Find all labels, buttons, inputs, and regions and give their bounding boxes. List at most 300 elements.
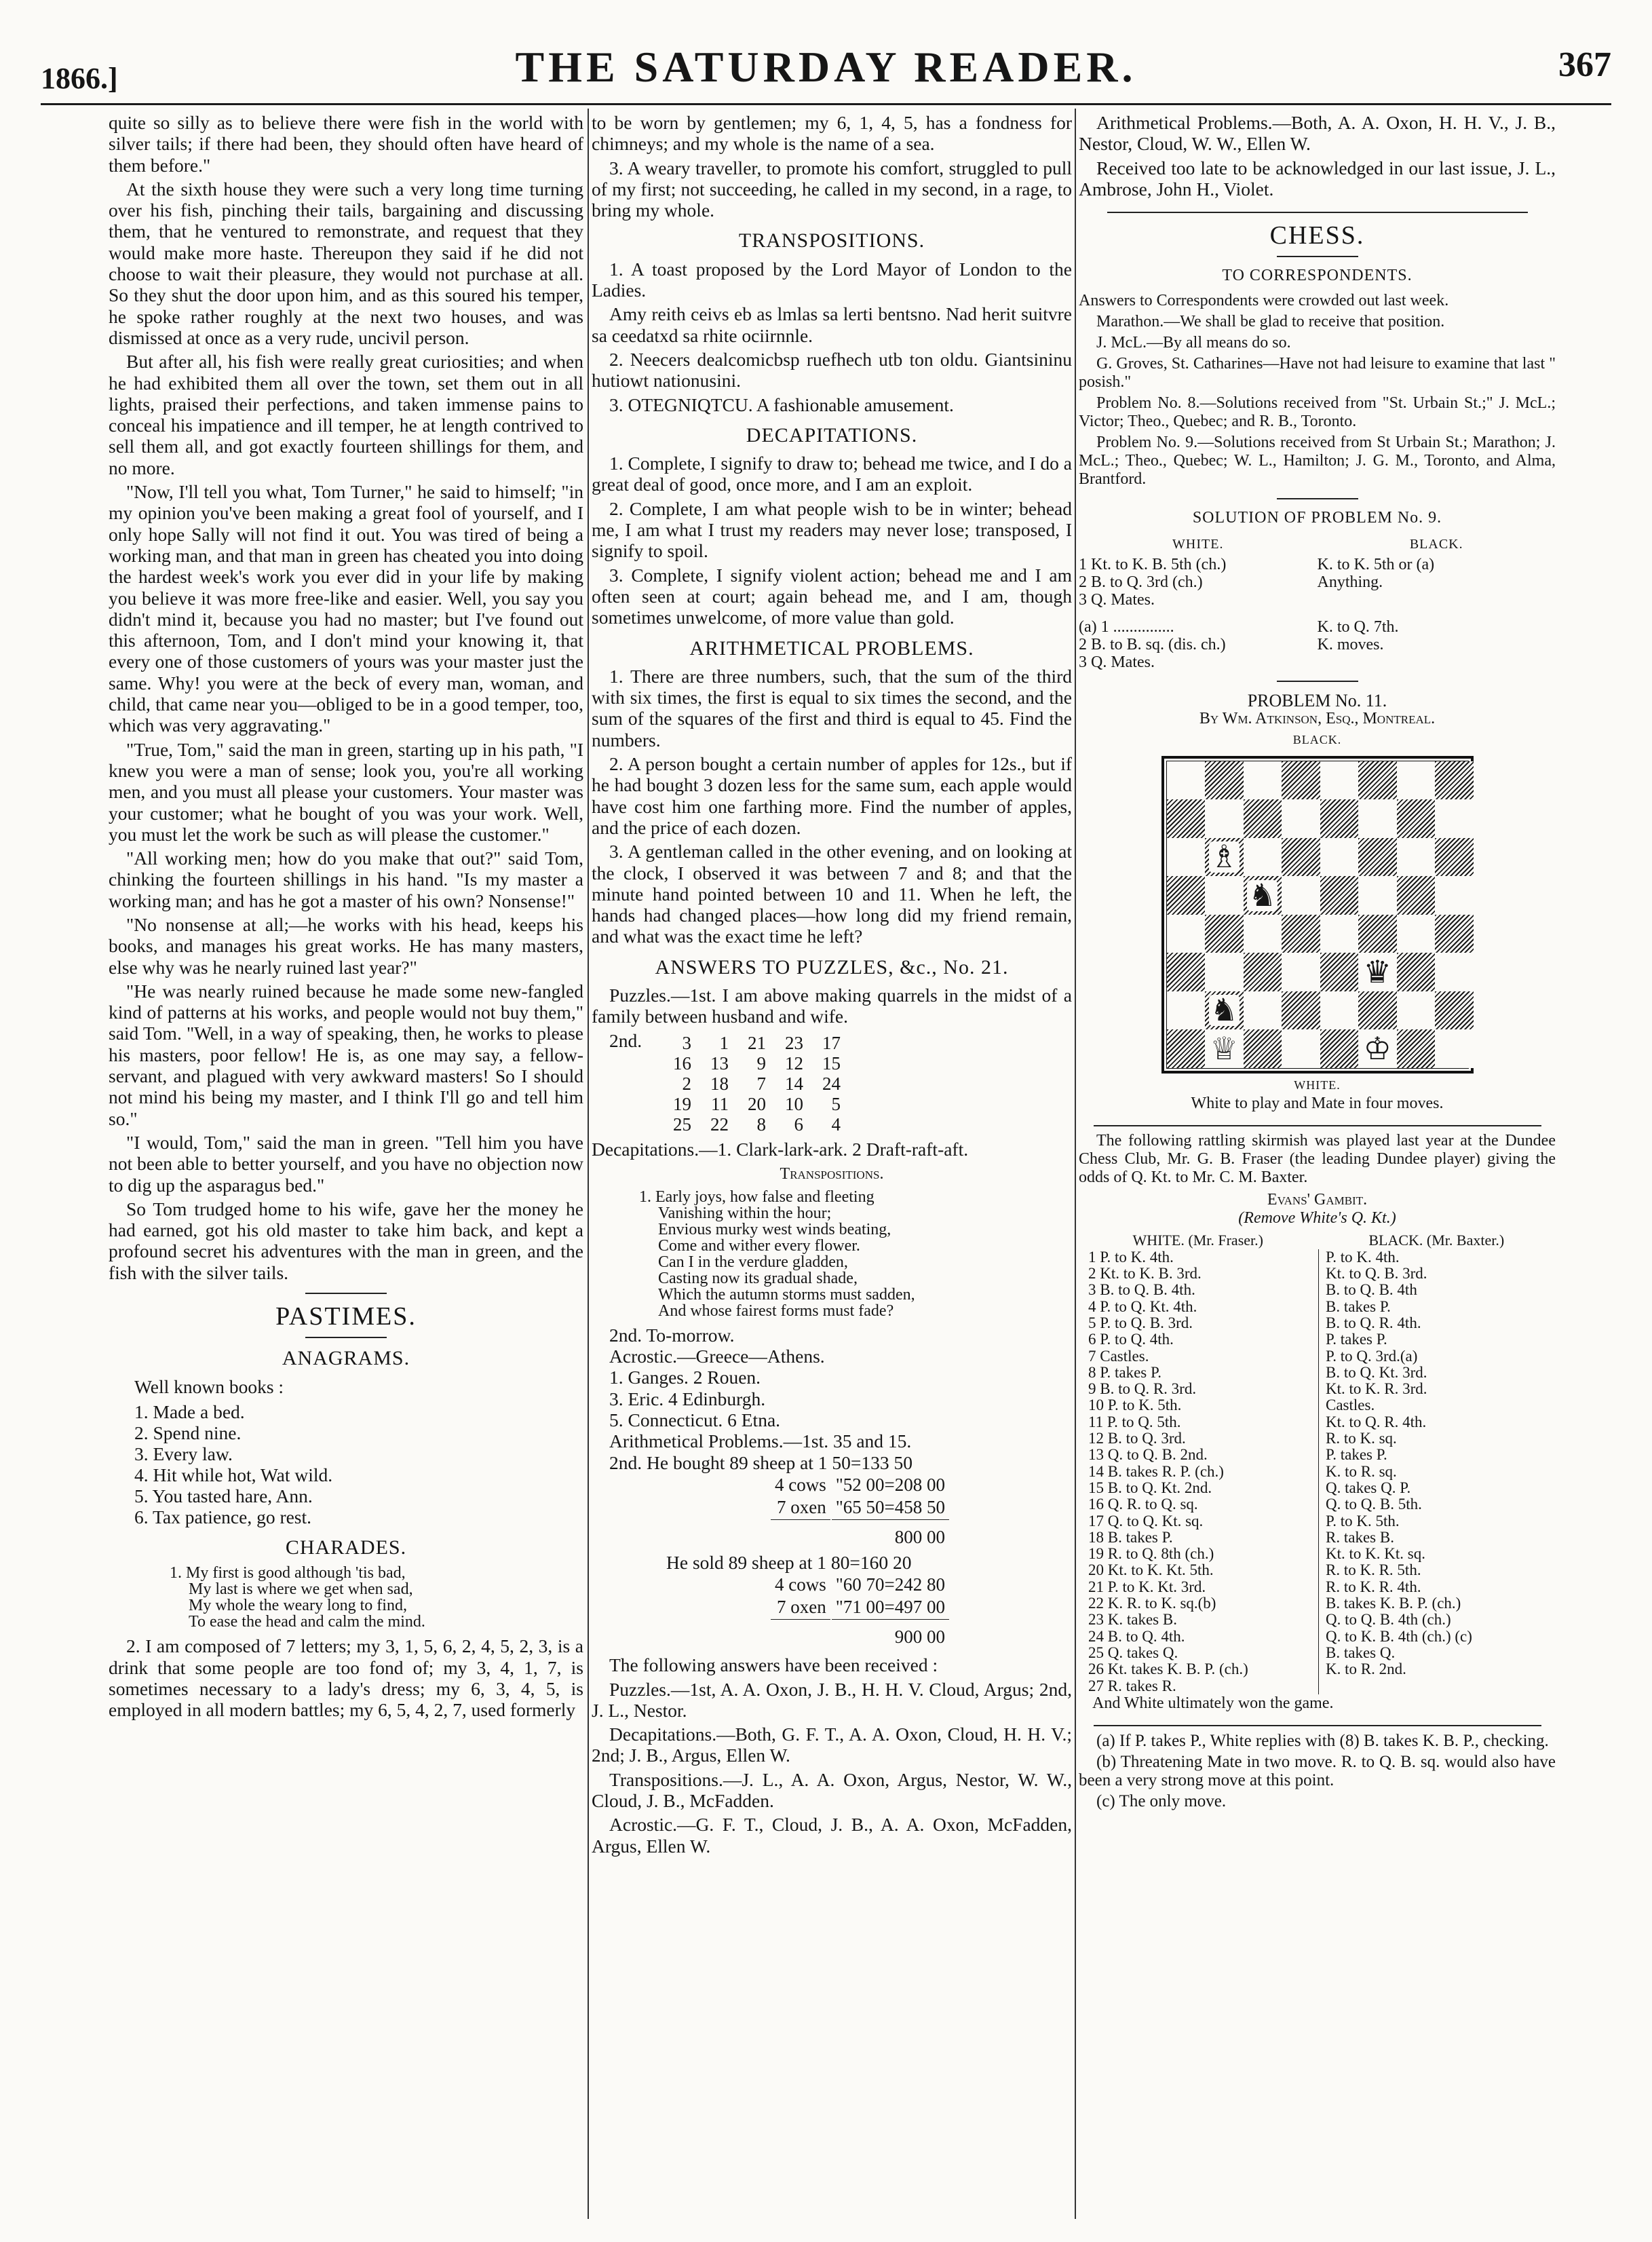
answer-line: 5. Connecticut. 6 Etna. bbox=[609, 1409, 781, 1431]
board-square bbox=[1167, 761, 1206, 800]
gambit-title: Evans' Gambit. bbox=[1267, 1190, 1368, 1209]
board-square bbox=[1282, 991, 1320, 1030]
board-square bbox=[1244, 838, 1282, 877]
story-paragraph: "He was nearly ruined because he made some new-fangled kind of patterns at his works, and people would not buy them," said Tom. "Well, in a way of speaking, then, he works to please his masters, poor fellow! He is, as one may say, a fellow-servant, and plagued with very awkward masters! So I should not mind his being my master, and I think I'll go and tell him so." bbox=[109, 980, 583, 1129]
anagram-item: 1. Made a bed. bbox=[134, 1401, 245, 1422]
column-rule bbox=[1075, 109, 1076, 2219]
story-paragraph: But after all, his fish were really great curiosities; and when he had exhibited them all over the town, set them out in all lights, praised their perfections, and taken immense pains to conceal his impatience and ill temper, he at length contrived to sell them all, and got exactly fourteen shillings for them, and no more. bbox=[109, 351, 583, 478]
board-square bbox=[1205, 799, 1244, 838]
board-square bbox=[1358, 876, 1397, 915]
board-square bbox=[1358, 991, 1397, 1030]
anagram-item: 2. Spend nine. bbox=[134, 1422, 242, 1443]
white-move: 3 Q. Mates. bbox=[1079, 653, 1155, 671]
white-move: 26 Kt. takes K. B. P. (ch.) bbox=[1079, 1661, 1319, 1677]
black-move: R. to K. R. 5th. bbox=[1326, 1561, 1421, 1579]
black-label: BLACK. bbox=[1409, 537, 1463, 552]
transpositions-heading: TRANSPOSITIONS. bbox=[738, 229, 925, 252]
section-rule bbox=[305, 1337, 387, 1338]
late-notice: Received too late to be acknowledged in our last issue, J. L., Ambrose, John H., Violet. bbox=[1079, 157, 1556, 200]
board-square bbox=[1167, 953, 1206, 991]
grid-cell: 19 bbox=[673, 1093, 691, 1114]
grid-cell: 24 bbox=[822, 1073, 841, 1094]
board-caption: White to play and Mate in four moves. bbox=[1191, 1094, 1444, 1112]
black-queen-icon: ♛ bbox=[1363, 954, 1391, 989]
grid-cell: 14 bbox=[785, 1073, 803, 1094]
verse-line: Casting now its gradual shade, bbox=[658, 1269, 858, 1287]
answer-decapitations: Decapitations.—1. Clark-lark-ark. 2 Draft-raft-aft. bbox=[592, 1138, 969, 1160]
black-move: P. takes P. bbox=[1326, 1446, 1387, 1464]
verse-line: My whole the weary long to find, bbox=[189, 1597, 407, 1615]
arithmetical-heading: ARITHMETICAL PROBLEMS. bbox=[689, 636, 974, 660]
accounts-line: He sold 89 sheep at 1 80=160 20 bbox=[666, 1551, 912, 1573]
board-square bbox=[1282, 876, 1320, 915]
chess-diagram bbox=[1161, 756, 1474, 1074]
white-move: 10 P. to K. 5th. bbox=[1079, 1397, 1319, 1413]
white-move: (a) 1 ............... bbox=[1079, 618, 1174, 636]
gambit-remove-note: (Remove White's Q. Kt.) bbox=[1238, 1209, 1396, 1227]
board-square bbox=[1397, 991, 1436, 1030]
white-move: 9 B. to Q. R. 3rd. bbox=[1079, 1381, 1319, 1397]
accounts-label: 7 oxen bbox=[777, 1496, 826, 1517]
decapitation-item: 1. Complete, I signify to draw to; behead me twice, and I do a great deal of good, once more, and I am an exploit. bbox=[592, 453, 1072, 495]
grid-cell: 8 bbox=[756, 1114, 766, 1135]
board-square bbox=[1435, 876, 1474, 915]
verse-line: 1. My first is good although 'tis bad, bbox=[170, 1564, 406, 1582]
white-player-label: WHITE. (Mr. Fraser.) bbox=[1132, 1231, 1263, 1249]
accounts-value: "52 00=208 00 bbox=[835, 1474, 945, 1495]
section-rule bbox=[305, 1293, 387, 1294]
anagram-list bbox=[134, 1401, 583, 1527]
correspondents-heading: TO CORRESPONDENTS. bbox=[1222, 267, 1413, 285]
move-row bbox=[1079, 1282, 1556, 1298]
black-move: R. to K. sq. bbox=[1326, 1430, 1397, 1447]
section-rule bbox=[1094, 1725, 1541, 1726]
accounts-total: 800 00 bbox=[832, 1519, 949, 1548]
black-move: P. to K. 4th. bbox=[1326, 1248, 1400, 1266]
game-notes bbox=[1079, 1732, 1556, 1810]
board-square bbox=[1282, 838, 1320, 877]
answer-line: 2nd. To-morrow. bbox=[609, 1324, 735, 1346]
board-square bbox=[1205, 1029, 1244, 1068]
white-move: 19 R. to Q. 8th (ch.) bbox=[1079, 1546, 1319, 1562]
white-move: 2 Kt. to K. B. 3rd. bbox=[1079, 1266, 1319, 1282]
received-intro: The following answers have been received : bbox=[609, 1654, 938, 1676]
black-move: Kt. to Q. R. 4th. bbox=[1326, 1413, 1427, 1430]
black-move: Q. to K. B. 4th (ch.) (c) bbox=[1326, 1627, 1472, 1645]
board-square bbox=[1435, 1029, 1474, 1068]
accounts-total: 900 00 bbox=[832, 1619, 949, 1648]
move-row bbox=[1079, 1331, 1556, 1348]
board-square bbox=[1244, 876, 1282, 915]
move-row bbox=[1079, 1645, 1556, 1661]
correspondent-note: Problem No. 9.—Solutions received from St Urbain St.; Marathon; J. McL.; Theo., Quebec; W. L., Hamilton; J. G. M., Toronto, and Alma, Brantford. bbox=[1079, 434, 1556, 489]
board-square bbox=[1205, 876, 1244, 915]
grid-cell: 16 bbox=[673, 1052, 691, 1074]
answer-line: Acrostic.—Greece—Athens. bbox=[609, 1346, 825, 1367]
white-move: 14 B. takes R. P. (ch.) bbox=[1079, 1464, 1319, 1480]
board-square bbox=[1435, 761, 1474, 800]
charade-paragraph: 2. I am composed of 7 letters; my 3, 1, 5, 6, 2, 4, 5, 2, 3, is a drink that some people are too fond of; my 3, 4, 1, 7, is sometimes necessary to a lady's dress; my 6, 3, 4, 5, is employed in all modern battles; my 6, 5, 4, 2, 7, used formerly bbox=[109, 1635, 583, 1721]
white-label: WHITE. bbox=[1172, 537, 1224, 552]
white-move: 8 P. takes P. bbox=[1079, 1365, 1319, 1381]
section-rule bbox=[1277, 498, 1358, 499]
board-square bbox=[1397, 838, 1436, 877]
story-paragraph: "True, Tom," said the man in green, starting up in his path, "I knew you were a man of sense; look you, you're all working men, and you must all please your customers. Your master was your customer; what he bought of you was your work. Well, you must let the work be such as will please the customer." bbox=[109, 738, 583, 845]
section-rule bbox=[1107, 212, 1528, 213]
board-square bbox=[1358, 953, 1397, 991]
verse-line: My last is where we get when sad, bbox=[189, 1580, 413, 1599]
section-rule bbox=[1277, 256, 1358, 257]
black-move: B. to Q. R. 4th. bbox=[1326, 1314, 1421, 1331]
board-square bbox=[1282, 1029, 1320, 1068]
grid-cell: 9 bbox=[756, 1052, 766, 1074]
answer-line: 1. Ganges. 2 Rouen. bbox=[609, 1367, 761, 1388]
game-note: (c) The only move. bbox=[1096, 1791, 1227, 1810]
accounts-label: 4 cows bbox=[775, 1574, 826, 1595]
correspondent-note: Problem No. 8.—Solutions received from "St. Urbain St.;" J. McL.; Victor; Theo., Quebec; and R. B., Toronto. bbox=[1079, 394, 1556, 431]
grid-cell: 7 bbox=[756, 1073, 766, 1094]
grid-cell: 13 bbox=[710, 1052, 729, 1074]
board-square bbox=[1244, 915, 1282, 953]
board-square bbox=[1205, 915, 1244, 953]
correspondent-note: Marathon.—We shall be glad to receive that position. bbox=[1096, 313, 1445, 331]
board-white-label: WHITE. bbox=[1294, 1078, 1341, 1092]
black-move: K. to K. 5th or (a) bbox=[1317, 555, 1435, 573]
white-move: 17 Q. to Q. Kt. sq. bbox=[1079, 1513, 1319, 1530]
solution-columns bbox=[1079, 534, 1556, 555]
story-paragraph: At the sixth house they were such a very long time turning over his fish, pinching their tails, bargaining and discussing them, that he ventured to remonstrate, and request that they would make more haste. Thereupon they said if he did not choose to wait their pleasure, they would not purchase at all. So they shut the door upon him, and as this soured his temper, he spoke rather roughly at the next two houses, and was dismissed at once as a very rude, uncivil person. bbox=[109, 178, 583, 348]
board-square bbox=[1320, 915, 1359, 953]
board-square bbox=[1397, 915, 1436, 953]
board-square bbox=[1320, 991, 1359, 1030]
move-row bbox=[1079, 1447, 1556, 1463]
board-square bbox=[1397, 1029, 1436, 1068]
black-move: B. to Q. B. 4th bbox=[1326, 1281, 1417, 1299]
second-label: 2nd. bbox=[609, 1029, 642, 1051]
game-columns bbox=[1079, 1232, 1556, 1249]
move-row bbox=[1079, 1348, 1556, 1365]
anagram-item: 4. Hit while hot, Wat wild. bbox=[134, 1464, 333, 1485]
received-line: Transpositions.—J. L., A. A. Oxon, Argus, Nestor, W. W., Cloud, J. B., McFadden. bbox=[592, 1768, 1072, 1812]
white-move: 23 K. takes B. bbox=[1079, 1612, 1319, 1628]
board-square bbox=[1397, 953, 1436, 991]
white-move: 16 Q. R. to Q. sq. bbox=[1079, 1496, 1319, 1513]
column-2 bbox=[592, 112, 1072, 1859]
black-move bbox=[1318, 591, 1556, 609]
white-move: 3 B. to Q. B. 4th. bbox=[1079, 1282, 1319, 1298]
header-rule bbox=[41, 103, 1611, 105]
section-rule bbox=[1277, 681, 1358, 682]
charades-heading: CHARADES. bbox=[285, 1536, 407, 1559]
black-knight-icon: ♞ bbox=[1210, 993, 1238, 1028]
page-number: 367 bbox=[1558, 45, 1611, 84]
board-square bbox=[1320, 876, 1359, 915]
transposition-item: 1. A toast proposed by the Lord Mayor of London to the Ladies. bbox=[592, 258, 1072, 301]
board-square bbox=[1167, 838, 1206, 877]
charade-verse bbox=[170, 1565, 583, 1630]
black-move bbox=[1318, 653, 1556, 671]
white-move: 4 P. to Q. Kt. 4th. bbox=[1079, 1299, 1319, 1315]
received-line: Acrostic.—G. F. T., Cloud, J. B., A. A. Oxon, McFadden, Argus, Ellen W. bbox=[592, 1814, 1072, 1857]
arithmetic-problem: 3. A gentleman called in the other evening, and on looking at the clock, I observed it was between 7 and 8; and that the minute hand pointed between 10 and 11. When he left, the hands had changed places—how long did my friend remain, and what was the exact time he left? bbox=[592, 841, 1072, 947]
decapitations-heading: DECAPITATIONS. bbox=[746, 423, 918, 446]
masthead-title: THE SATURDAY READER. bbox=[515, 43, 1137, 91]
verse-line: Envious murky west winds beating, bbox=[658, 1220, 891, 1238]
accounts-label: 7 oxen bbox=[777, 1597, 826, 1618]
board-black-label: BLACK. bbox=[1292, 732, 1342, 746]
white-move: 1 Kt. to K. B. 5th (ch.) bbox=[1079, 555, 1227, 573]
board-square bbox=[1282, 915, 1320, 953]
answer-line: Arithmetical Problems.—1st. 35 and 15. bbox=[609, 1430, 912, 1452]
board-square bbox=[1167, 876, 1206, 915]
black-move: B. to Q. Kt. 3rd. bbox=[1326, 1363, 1427, 1381]
white-move: 24 B. to Q. 4th. bbox=[1079, 1629, 1319, 1645]
board-square bbox=[1167, 915, 1206, 953]
verse-line: And whose fairest forms must fade? bbox=[658, 1302, 894, 1320]
move-row bbox=[1079, 1266, 1556, 1282]
chess-board-frame bbox=[1161, 756, 1474, 1074]
white-move: 7 Castles. bbox=[1079, 1348, 1319, 1365]
black-move bbox=[1319, 1678, 1556, 1694]
game-note: (a) If P. takes P., White replies with (8) B. takes K. B. P., checking. bbox=[1096, 1731, 1549, 1750]
board-square bbox=[1358, 799, 1397, 838]
anagrams-heading: ANAGRAMS. bbox=[282, 1347, 410, 1370]
board-square bbox=[1358, 838, 1397, 877]
move-row bbox=[1079, 1661, 1556, 1677]
black-move: K. moves. bbox=[1317, 635, 1384, 653]
move-row bbox=[1079, 1612, 1556, 1628]
correspondent-note: J. McL.—By all means do so. bbox=[1096, 334, 1291, 352]
arithmetic-problem: 2. A person bought a certain number of apples for 12s., but if he had bought 3 dozen less for the same sum, each apple would have cost him one farthing more. Find the number of apples, and the price of each dozen. bbox=[592, 753, 1072, 838]
grid-cell: 5 bbox=[831, 1093, 841, 1114]
received-line: Puzzles.—1st, A. A. Oxon, J. B., H. H. V. Cloud, Argus; 2nd, J. L., Nestor. bbox=[592, 1678, 1072, 1721]
column-1 bbox=[109, 112, 583, 1723]
board-square bbox=[1358, 915, 1397, 953]
black-move: K. to R. 2nd. bbox=[1326, 1660, 1406, 1678]
answer-line: 3. Eric. 4 Edinburgh. bbox=[609, 1388, 766, 1409]
move-row bbox=[1079, 1381, 1556, 1397]
move-row bbox=[1079, 1397, 1556, 1413]
board-square bbox=[1282, 953, 1320, 991]
white-move: 12 B. to Q. 3rd. bbox=[1079, 1430, 1319, 1447]
problem-heading: PROBLEM No. 11. bbox=[1247, 690, 1387, 710]
move-row bbox=[1079, 1546, 1556, 1562]
move-row bbox=[1079, 1530, 1556, 1546]
move-row bbox=[1079, 1595, 1556, 1612]
column-3 bbox=[1079, 112, 1556, 1813]
accounts-value: "60 70=242 80 bbox=[835, 1574, 945, 1595]
board-square bbox=[1397, 876, 1436, 915]
accounts-table-bought bbox=[769, 1473, 950, 1549]
verse-line: Can I in the verdure gladden, bbox=[658, 1253, 848, 1271]
game-note: (b) Threatening Mate in two move. R. to Q. B. sq. would also have been a very strong move at this point. bbox=[1079, 1752, 1556, 1789]
grid-cell: 23 bbox=[785, 1032, 803, 1053]
decapitation-item: 2. Complete, I am what people wish to be in winter; behead me, I am what I trust my readers may never lose; transposed, I signify to spoil. bbox=[592, 497, 1072, 562]
board-square bbox=[1244, 761, 1282, 800]
move-row bbox=[1079, 1562, 1556, 1578]
grid-cell: 4 bbox=[831, 1114, 841, 1135]
board-square bbox=[1205, 838, 1244, 877]
board-square bbox=[1205, 991, 1244, 1030]
move-row bbox=[1079, 1579, 1556, 1595]
board-square bbox=[1358, 1029, 1397, 1068]
column-rule bbox=[588, 109, 589, 2219]
board-square bbox=[1320, 953, 1359, 991]
verse-line: 1. Early joys, how false and fleeting bbox=[639, 1188, 875, 1206]
black-move: K. to Q. 7th. bbox=[1317, 618, 1399, 636]
chess-board bbox=[1166, 761, 1469, 1069]
black-move: P. to K. 5th. bbox=[1326, 1512, 1400, 1530]
grid-cell: 22 bbox=[710, 1114, 729, 1135]
grid-cell: 10 bbox=[785, 1093, 803, 1114]
board-square bbox=[1244, 953, 1282, 991]
transposition-item: Amy reith ceivs eb as lmlas sa lerti bentsno. Nad herit suitvre sa ceedatxd sa rhite ociirnnle. bbox=[592, 303, 1072, 346]
board-square bbox=[1205, 761, 1244, 800]
white-move: 21 P. to K. Kt. 3rd. bbox=[1079, 1579, 1319, 1595]
board-square bbox=[1244, 799, 1282, 838]
story-paragraph: "Now, I'll tell you what, Tom Turner," he said to himself; "in my opinion you've been making a great fool of yourself, and I only hope Sally will not find it out. You was tired of being a working man, and that man in green has cheated you into doing the hardest week's work you ever did in your life by making you believe it was more free-like and easier. Well, you say you didn't mind it, because you had no master; but I've found out this afternoon, Tom, and I don't mind your knowing it, that every one of those customers of yours was your master just the same. Why! you were at the beck of every man, woman, and child, that came near you—obliged to be in a good temper, too, which was very aggravating." bbox=[109, 481, 583, 736]
move-row bbox=[1079, 1430, 1556, 1447]
verse-line: Come and wither every flower. bbox=[658, 1236, 860, 1255]
white-move: 3 Q. Mates. bbox=[1079, 590, 1155, 609]
white-move: 2 B. to B. sq. (dis. ch.) bbox=[1079, 635, 1226, 653]
game-result: And White ultimately won the game. bbox=[1092, 1694, 1334, 1712]
move-row bbox=[1079, 1464, 1556, 1480]
transposition-item: 3. OTEGNIQTCU. A fashionable amusement. bbox=[609, 394, 954, 415]
transposition-verse bbox=[639, 1189, 1072, 1319]
board-square bbox=[1320, 799, 1359, 838]
move-row bbox=[1079, 1513, 1556, 1530]
white-move: 6 P. to Q. 4th. bbox=[1079, 1331, 1319, 1348]
board-square bbox=[1205, 953, 1244, 991]
magic-square-block bbox=[592, 1030, 1072, 1139]
white-move: 22 K. R. to K. sq.(b) bbox=[1079, 1595, 1319, 1612]
anagram-item: 3. Every law. bbox=[134, 1443, 233, 1464]
board-square bbox=[1435, 915, 1474, 953]
grid-cell: 15 bbox=[822, 1052, 841, 1074]
page-header bbox=[41, 41, 1611, 102]
correspondent-note: Answers to Correspondents were crowded out last week. bbox=[1079, 292, 1449, 310]
solution-heading: SOLUTION OF PROBLEM No. 9. bbox=[1192, 509, 1442, 527]
header-date: 1866.] bbox=[41, 62, 118, 95]
black-move: B. takes Q. bbox=[1326, 1644, 1396, 1661]
grid-cell: 21 bbox=[748, 1032, 766, 1053]
board-square bbox=[1320, 1029, 1359, 1068]
accounts-value: "65 50=458 50 bbox=[835, 1496, 945, 1517]
solution-moves bbox=[1079, 556, 1556, 671]
board-square bbox=[1167, 991, 1206, 1030]
board-square bbox=[1167, 1029, 1206, 1068]
correspondents-list bbox=[1079, 292, 1556, 489]
anagram-item: 6. Tax patience, go rest. bbox=[134, 1506, 312, 1527]
story-paragraph: "All working men; how do you make that out?" said Tom, chinking the fourteen shillings in his hand. "Is my master a working man; and has he got a master of his own? Nonsense!" bbox=[109, 848, 583, 911]
black-knight-icon: ♞ bbox=[1248, 877, 1277, 913]
grid-cell: 1 bbox=[719, 1032, 729, 1053]
correspondent-note: G. Groves, St. Catharines—Have not had leisure to examine that last " posish." bbox=[1079, 355, 1556, 392]
black-move: Kt. to K. R. 3rd. bbox=[1326, 1380, 1427, 1398]
board-square bbox=[1435, 953, 1474, 991]
accounts-table-sold bbox=[769, 1573, 950, 1649]
move-row bbox=[1079, 1299, 1556, 1315]
grid-cell: 20 bbox=[748, 1093, 766, 1114]
white-move: 5 P. to Q. B. 3rd. bbox=[1079, 1315, 1319, 1331]
move-row bbox=[1079, 1315, 1556, 1331]
accounts-label: 4 cows bbox=[775, 1474, 826, 1495]
board-square bbox=[1320, 761, 1359, 800]
board-square bbox=[1244, 991, 1282, 1030]
white-move: 18 B. takes P. bbox=[1079, 1530, 1319, 1546]
story-paragraph: "No nonsense at all;—he works with his head, keeps his books, and manages his great works. He has many masters, else why was he nearly ruined last year?" bbox=[109, 913, 583, 978]
black-move: P. to Q. 3rd.(a) bbox=[1326, 1347, 1418, 1365]
verse-line: Vanishing within the hour; bbox=[658, 1204, 832, 1222]
black-move: B. takes P. bbox=[1326, 1297, 1391, 1315]
grid-cell: 11 bbox=[711, 1093, 729, 1114]
board-square bbox=[1435, 838, 1474, 877]
problem-author: By Wm. Atkinson, Esq., Montreal. bbox=[1199, 709, 1436, 727]
black-move: Q. to Q. B. 4th (ch.) bbox=[1326, 1611, 1451, 1629]
board-square bbox=[1397, 761, 1436, 800]
black-move: Castles. bbox=[1326, 1396, 1375, 1414]
grid-cell: 3 bbox=[682, 1032, 691, 1053]
white-move: 11 P. to Q. 5th. bbox=[1079, 1414, 1319, 1430]
story-paragraph: "I would, Tom," said the man in green. "Tell him you have not been able to better yourself, and you have no objection now to dig up the asparagus bed." bbox=[109, 1131, 583, 1196]
grid-cell: 17 bbox=[822, 1032, 841, 1053]
story-paragraph: quite so silly as to believe there were fish in the world with silver tails; if there had been, they should often have heard of them before." bbox=[109, 112, 583, 176]
black-move: P. takes P. bbox=[1326, 1331, 1387, 1348]
board-square bbox=[1320, 838, 1359, 877]
board-square bbox=[1358, 761, 1397, 800]
grid-cell: 25 bbox=[673, 1114, 691, 1135]
section-rule bbox=[1094, 1125, 1541, 1126]
white-bishop-icon: ♗ bbox=[1210, 839, 1238, 875]
decapitation-item: 3. Complete, I signify violent action; behead me and I am often seen at court; again behead me, and I am, though sometimes unwelcome, of more value than gold. bbox=[592, 564, 1072, 628]
grid-cell: 12 bbox=[785, 1052, 803, 1074]
anagrams-intro: Well known books : bbox=[134, 1375, 284, 1397]
story-paragraph: So Tom trudged home to his wife, gave her the money he had earned, got his old master to take him back, and kept a profound secret his adventures with the man in green, and the fish with the silver tails. bbox=[109, 1198, 583, 1283]
game-score bbox=[1079, 1249, 1556, 1694]
charade-paragraph: 3. A weary traveller, to promote his comfort, struggled to pull of my first; not succeeding, he called in my second, in a rage, to bring my whole. bbox=[592, 157, 1072, 221]
white-move: 25 Q. takes Q. bbox=[1079, 1645, 1319, 1661]
received-line: Decapitations.—Both, G. F. T., A. A. Oxon, Cloud, H. H. V.; 2nd; J. B., Argus, Ellen W. bbox=[592, 1724, 1072, 1766]
white-move: 27 R. takes R. bbox=[1079, 1678, 1319, 1694]
transpositions-answer-heading: Transpositions. bbox=[780, 1164, 884, 1183]
move-row bbox=[1079, 1414, 1556, 1430]
black-move: B. takes K. B. P. (ch.) bbox=[1326, 1595, 1461, 1612]
white-move: 2 B. to Q. 3rd (ch.) bbox=[1079, 573, 1203, 591]
verse-line: Which the autumn storms must sadden, bbox=[658, 1285, 915, 1304]
black-move: R. takes B. bbox=[1326, 1528, 1394, 1546]
answers-heading: ANSWERS TO PUZZLES, &c., No. 21. bbox=[655, 955, 1009, 978]
board-square bbox=[1435, 991, 1474, 1030]
magic-square bbox=[664, 1033, 850, 1135]
board-square bbox=[1244, 1029, 1282, 1068]
pastimes-heading: PASTIMES. bbox=[275, 1302, 417, 1331]
black-move: K. to R. sq. bbox=[1326, 1462, 1397, 1480]
board-square bbox=[1282, 799, 1320, 838]
move-row bbox=[1079, 1496, 1556, 1513]
chess-heading: CHESS. bbox=[1269, 221, 1365, 250]
move-row bbox=[1079, 1678, 1556, 1694]
white-king-icon: ♔ bbox=[1363, 1031, 1391, 1066]
answer-puzzles: Puzzles.—1st. I am above making quarrels in the midst of a family between husband and wife. bbox=[592, 984, 1072, 1027]
board-square bbox=[1397, 799, 1436, 838]
white-move: 20 Kt. to K. Kt. 5th. bbox=[1079, 1562, 1319, 1578]
accounts-value: "71 00=497 00 bbox=[835, 1597, 945, 1618]
white-move: 13 Q. to Q. B. 2nd. bbox=[1079, 1447, 1319, 1463]
received-line: Arithmetical Problems.—Both, A. A. Oxon, H. H. V., J. B., Nestor, Cloud, W. W., Ellen W. bbox=[1079, 112, 1556, 155]
white-move: 1 P. to K. 4th. bbox=[1079, 1249, 1319, 1266]
charade-continued: to be worn by gentlemen; my 6, 1, 4, 5, has a fondness for chimneys; and my whole is the name of a sea. bbox=[592, 112, 1072, 155]
